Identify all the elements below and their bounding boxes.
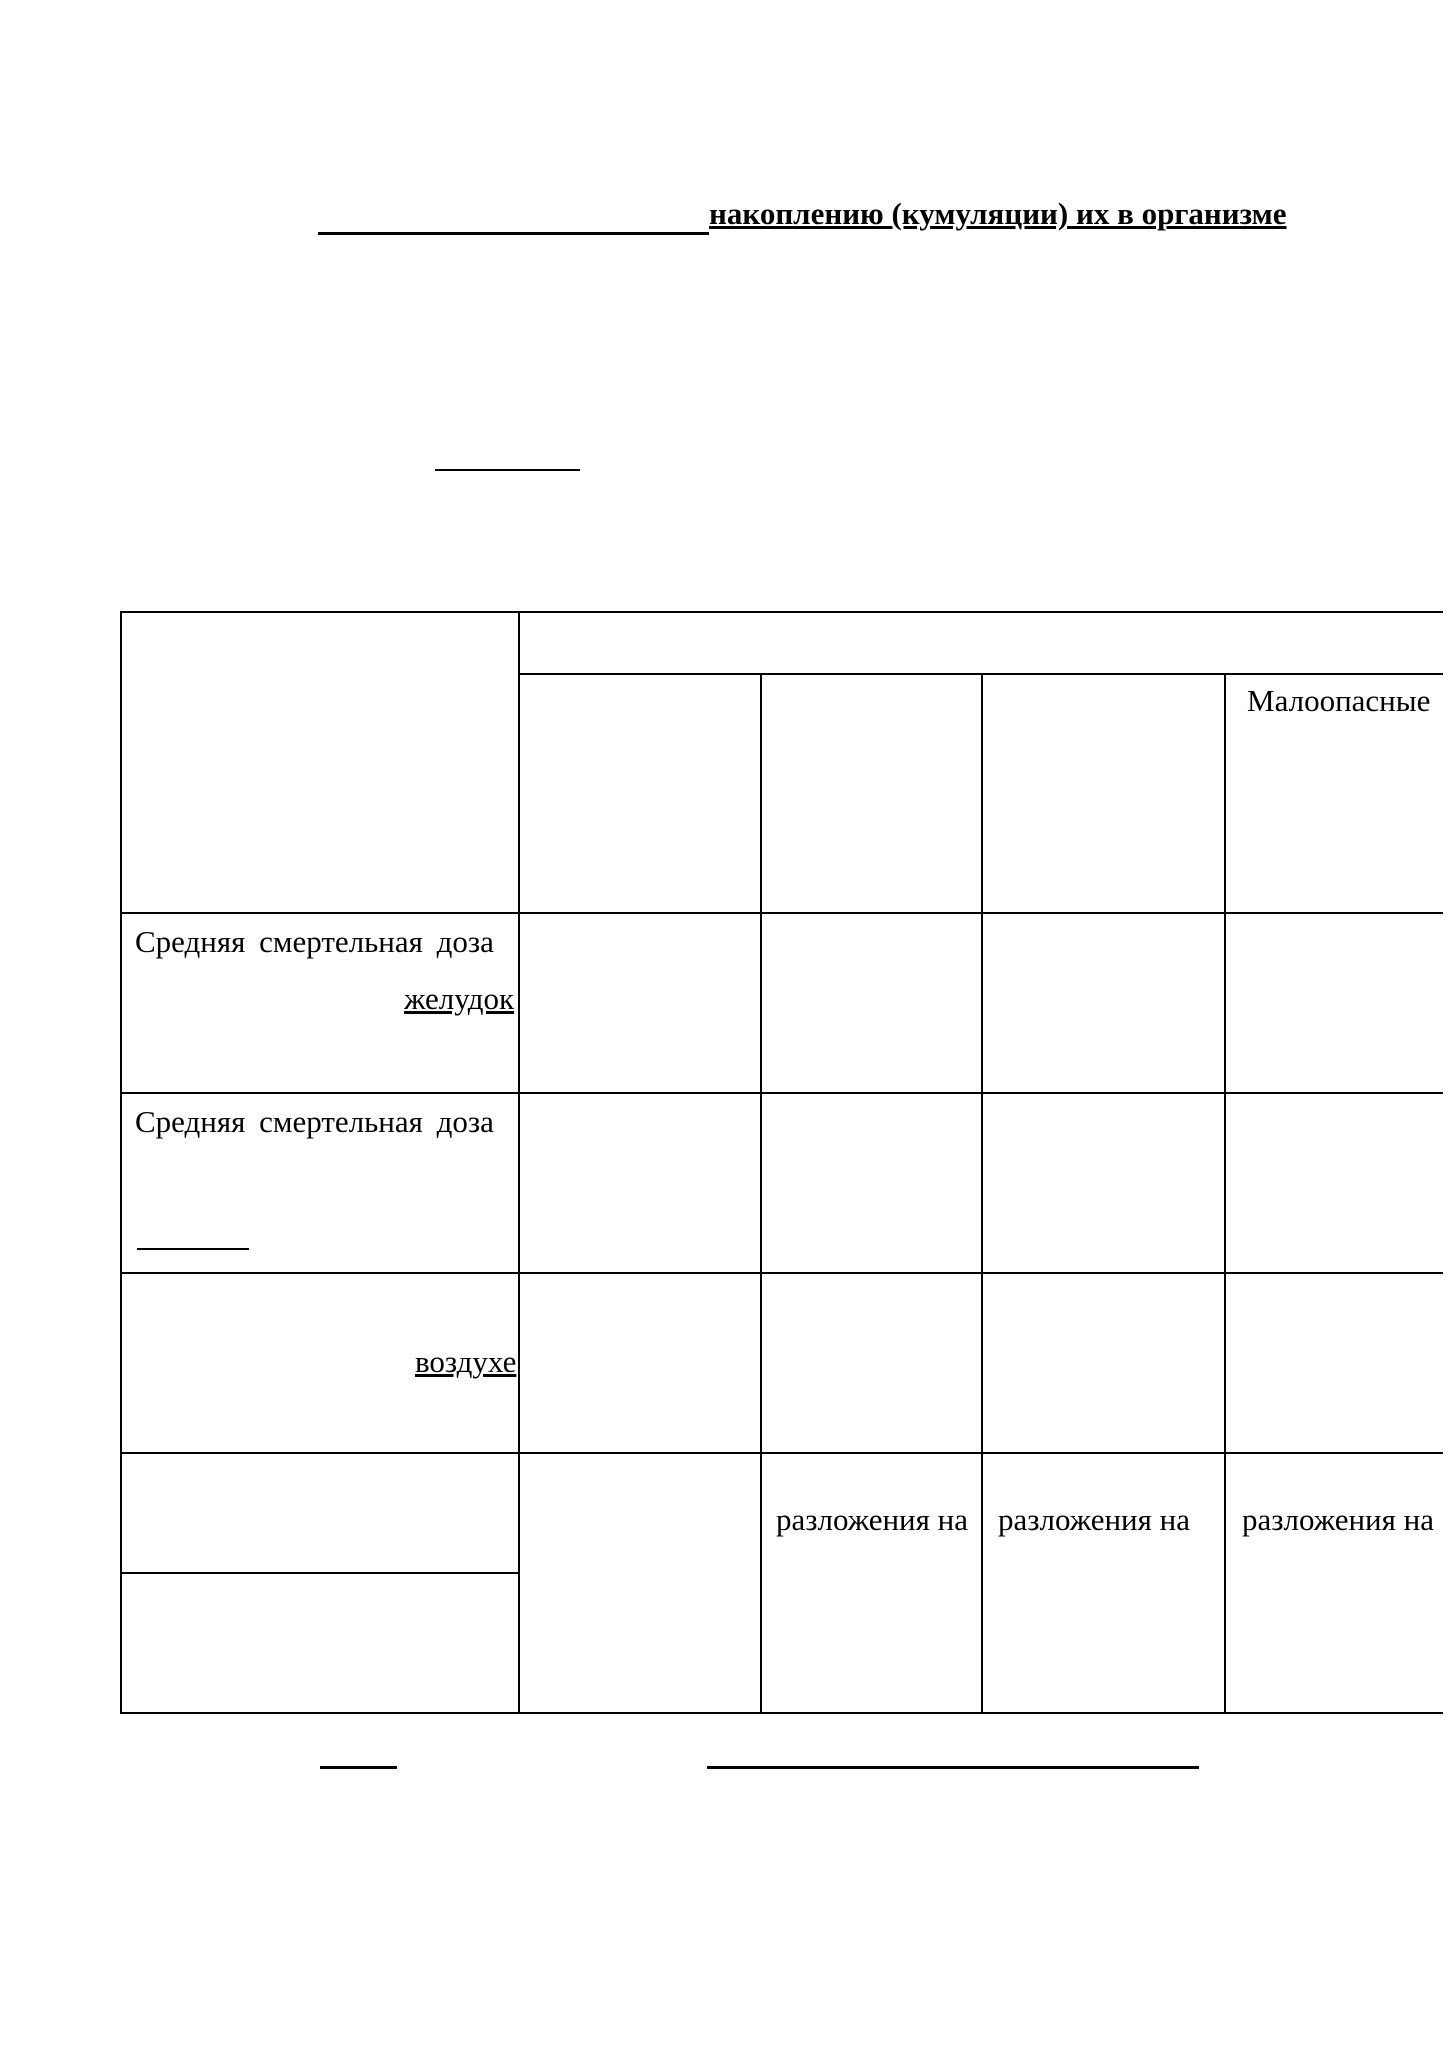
table-vline-3 xyxy=(981,673,983,1714)
table-row-line-5-partial xyxy=(120,1572,520,1574)
blank-underline-3 xyxy=(707,1766,1199,1769)
table-vline-4 xyxy=(1224,673,1226,1714)
table-row-line-2 xyxy=(120,1092,1443,1094)
table-vline-2 xyxy=(760,673,762,1714)
table-row-line-4 xyxy=(120,1452,1443,1454)
table-border-top xyxy=(120,611,1443,613)
table-vline-1 xyxy=(518,611,520,1714)
row4-col2-text: разложения на xyxy=(776,1502,969,1537)
header-col5-text: Малоопасные xyxy=(1247,683,1431,718)
blank-underline-2 xyxy=(320,1766,397,1769)
row4-col3-text: разложения на xyxy=(998,1502,1191,1537)
heading-underline-left xyxy=(318,232,709,235)
table-row-line-1 xyxy=(120,912,1443,914)
row2-blank-underline xyxy=(137,1248,249,1250)
row1-label: Средняя смертельная доза xyxy=(135,924,494,959)
blank-underline-1 xyxy=(435,469,580,471)
row3-sub: воздухе xyxy=(415,1344,517,1379)
row1-sub: желудок xyxy=(404,981,515,1016)
table-border-left xyxy=(120,611,122,1714)
row4-col4-text: разложения на xyxy=(1242,1502,1435,1537)
table-row-line-3 xyxy=(120,1272,1443,1274)
hazard-class-table xyxy=(120,611,1443,1714)
page-heading: накоплению (кумуляции) их в организме xyxy=(709,196,1287,231)
table-border-bottom xyxy=(120,1712,1443,1714)
row2-label: Средняя смертельная доза xyxy=(135,1104,494,1139)
